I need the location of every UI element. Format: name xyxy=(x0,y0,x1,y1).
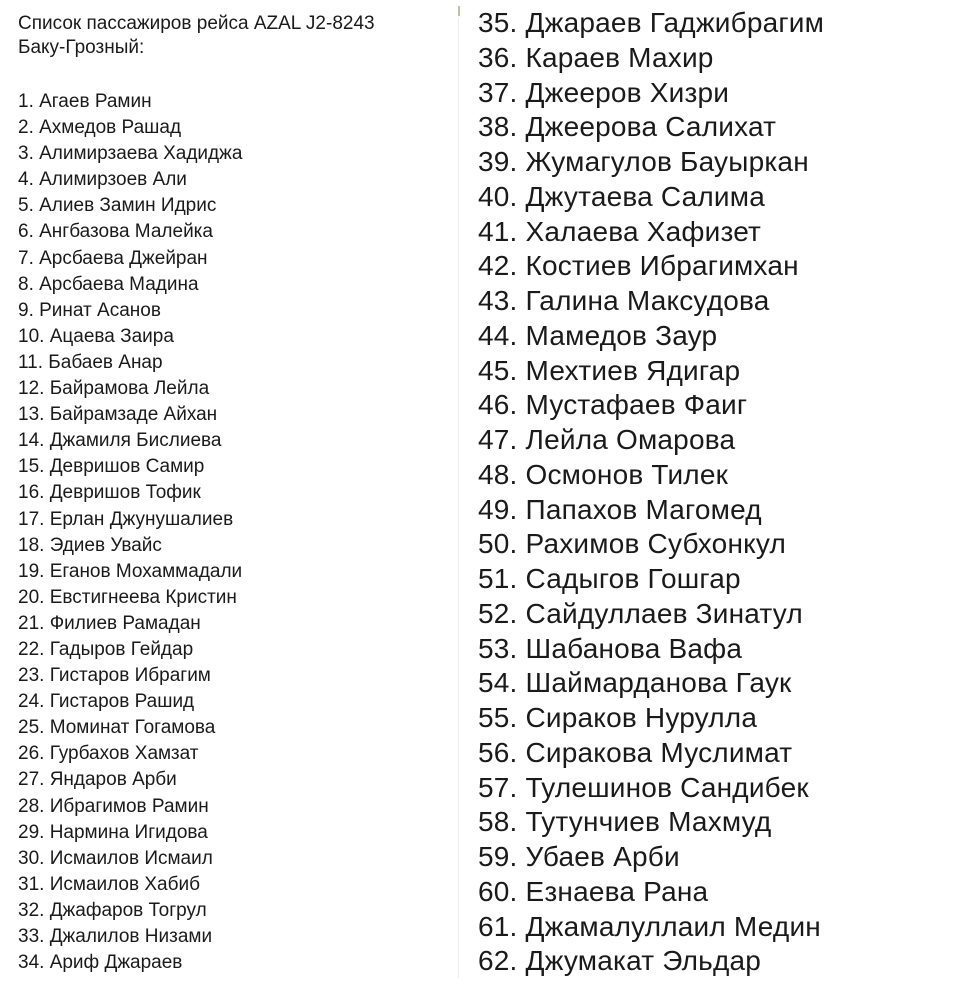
list-item: 27. Яндаров Арби xyxy=(18,769,177,791)
list-item: 55. Сираков Нурулла xyxy=(478,702,758,733)
list-item: 30. Исмаилов Исмаил xyxy=(18,847,213,869)
list-item: 12. Байрамова Лейла xyxy=(18,378,210,400)
header-route: Баку-Грозный: xyxy=(18,37,145,58)
list-item: 57. Тулешинов Сандибек xyxy=(478,771,809,803)
list-item: 43. Галина Максудова xyxy=(478,285,770,316)
list-item: 54. Шаймарданова Гаук xyxy=(478,667,792,699)
list-item: 28. Ибрагимов Рамин xyxy=(18,795,209,817)
column-divider-accent xyxy=(458,6,460,16)
column-divider xyxy=(458,18,459,978)
list-item: 19. Еганов Мохаммадали xyxy=(18,560,243,582)
list-item: 11. Бабаев Анар xyxy=(18,351,163,373)
list-item: 41. Халаева Хафизет xyxy=(478,215,762,247)
list-item: 24. Гистаров Рашид xyxy=(18,691,195,713)
list-item: 34. Ариф Джараев xyxy=(18,952,183,974)
list-item: 40. Джутаева Салима xyxy=(478,180,765,212)
list-item: 10. Ацаева Заира xyxy=(18,325,174,347)
list-item: 13. Байрамзаде Айхан xyxy=(18,404,218,426)
list-item: 42. Костиев Ибрагимхан xyxy=(478,250,799,282)
list-item: 49. Папахов Магомед xyxy=(478,493,762,525)
list-item: 2. Ахмедов Рашад xyxy=(18,117,182,139)
list-item: 51. Садыгов Гошгар xyxy=(478,563,741,594)
list-item: 60. Езнаева Рана xyxy=(478,875,709,907)
list-item: 31. Исмаилов Хабиб xyxy=(18,873,200,895)
list-item: 9. Ринат Асанов xyxy=(18,299,161,321)
list-item: 18. Эдиев Увайс xyxy=(18,534,162,556)
list-item: 62. Джумакат Эльдар xyxy=(478,945,762,977)
list-item: 16. Девришов Тофик xyxy=(18,482,201,504)
list-item: 1. Агаев Рамин xyxy=(18,91,152,112)
list-item: 52. Сайдуллаев Зинатул xyxy=(478,597,803,629)
list-item: 26. Гурбахов Хамзат xyxy=(18,743,199,765)
list-item: 20. Евстигнеева Кристин xyxy=(18,586,237,608)
list-item: 17. Ерлан Джунушалиев xyxy=(18,508,234,530)
list-item: 46. Мустафаев Фаиг xyxy=(478,389,748,421)
left-panel xyxy=(0,0,458,993)
list-item: 14. Джамиля Бислиева xyxy=(18,430,222,452)
list-item: 21. Филиев Рамадан xyxy=(18,612,201,634)
list-item: 22. Гадыров Гейдар xyxy=(18,638,194,660)
list-item: 6. Ангбазова Малейка xyxy=(18,221,213,243)
list-item: 5. Алиев Замин Идрис xyxy=(18,195,217,217)
list-item: 25. Моминат Гогамова xyxy=(18,717,216,739)
list-item: 48. Осмонов Тилек xyxy=(478,458,729,490)
passenger-list-header xyxy=(18,12,375,60)
passenger-list-right xyxy=(478,6,824,979)
list-item: 4. Алимирзоев Али xyxy=(18,169,187,191)
list-item: 36. Караев Махир xyxy=(478,41,714,73)
list-item: 56. Сиракова Муслимат xyxy=(478,736,793,768)
list-item: 8. Арсбаева Мадина xyxy=(18,273,199,295)
list-item: 37. Джееров Хизри xyxy=(478,76,730,108)
list-item: 39. Жумагулов Бауыркан xyxy=(478,146,809,177)
list-item: 23. Гистаров Ибрагим xyxy=(18,665,211,687)
list-item: 53. Шабанова Вафа xyxy=(478,632,743,664)
list-item: 3. Алимирзаева Хадиджа xyxy=(18,143,243,165)
list-item: 38. Джеерова Салихат xyxy=(478,111,777,143)
list-item: 29. Нармина Игидова xyxy=(18,821,208,843)
list-item: 50. Рахимов Субхонкул xyxy=(478,528,786,560)
list-item: 61. Джамалуллаил Медин xyxy=(478,910,821,942)
header-title: Список пассажиров рейса AZAL J2-8243 xyxy=(18,13,375,34)
list-item: 58. Тутунчиев Махмуд xyxy=(478,806,772,838)
list-item: 7. Арсбаева Джейран xyxy=(18,247,208,269)
passenger-list-left xyxy=(18,89,242,976)
list-item: 45. Мехтиев Ядигар xyxy=(478,354,741,386)
list-item: 33. Джалилов Низами xyxy=(18,926,213,947)
list-item: 32. Джафаров Тогрул xyxy=(18,899,207,921)
list-item: 59. Убаев Арби xyxy=(478,841,680,872)
list-item: 47. Лейла Омарова xyxy=(478,424,736,455)
list-item: 15. Девришов Самир xyxy=(18,456,205,478)
list-item: 44. Мамедов Заур xyxy=(478,319,718,351)
list-item: 35. Джараев Гаджибрагим xyxy=(478,7,825,38)
